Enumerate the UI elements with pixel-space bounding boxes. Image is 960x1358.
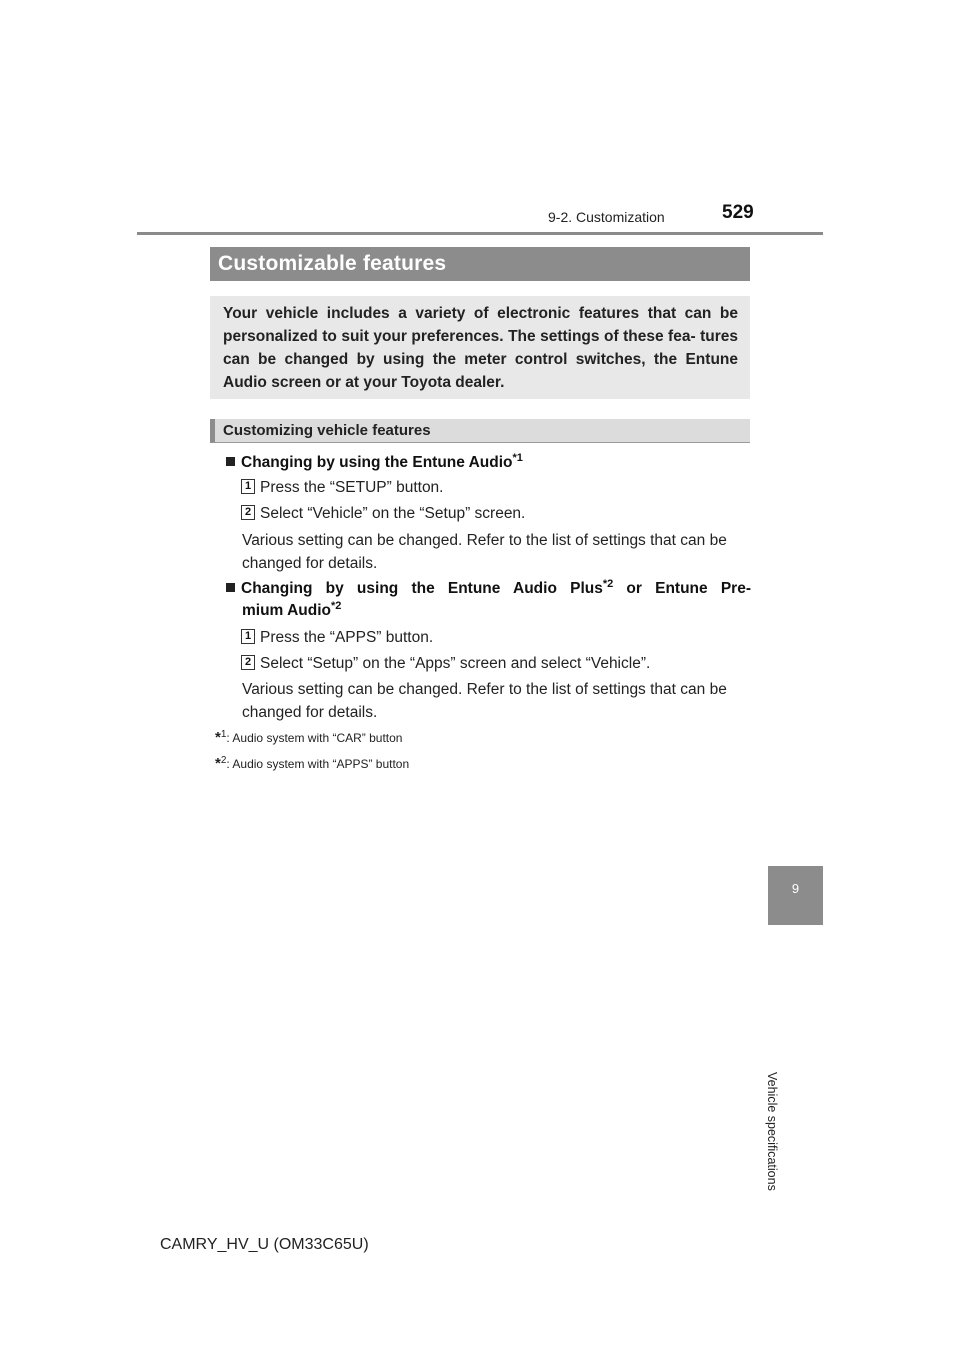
- page-number: 529: [722, 202, 754, 223]
- footnote-star: *: [215, 755, 221, 772]
- group2-heading-text2: or Entune Pre-: [613, 580, 751, 597]
- bullet-square-icon: [226, 583, 235, 592]
- footnote-ref: *2: [330, 599, 342, 612]
- group1-heading-text: Changing by using the Entune Audio: [241, 454, 513, 471]
- footnote-2: [215, 755, 409, 772]
- footnote-number: 1: [220, 729, 227, 740]
- step-number-2: 2: [241, 505, 255, 520]
- group2-heading-line1: [226, 578, 751, 599]
- footnote-ref: *2: [602, 577, 614, 590]
- title-bar: [210, 247, 750, 281]
- footnote-ref: *1: [512, 451, 523, 464]
- step-number-2: 2: [241, 655, 255, 670]
- footnote-number: 2: [220, 755, 227, 766]
- group1-heading: [226, 452, 523, 473]
- header-rule: [137, 232, 823, 235]
- chapter-tab: [768, 866, 823, 925]
- group2-step1: Press the “APPS” button.: [260, 629, 434, 646]
- chapter-label: Vehicle specifications: [765, 1072, 779, 1191]
- group2-heading-text1: Changing by using the Entune Audio Plus: [241, 580, 603, 597]
- section-label: 9-2. Customization: [548, 209, 665, 225]
- intro-box: [210, 296, 750, 399]
- chapter-number: 9: [791, 881, 800, 896]
- intro-text: Your vehicle includes a variety of electronic features that can be personalized to suit your preferences. The settings of these fea- tures can be changed by using the meter control switches, the Entune Audio screen or at your Toyota dealer.: [223, 305, 738, 391]
- subsection-title: Customizing vehicle features: [223, 422, 431, 439]
- bullet-square-icon: [226, 457, 235, 466]
- step-number-1: 1: [241, 479, 255, 494]
- group2-heading-text3: mium Audio: [242, 602, 331, 619]
- page-title: Customizable features: [218, 252, 447, 275]
- footnote-1: [215, 729, 402, 746]
- step-number-1: 1: [241, 629, 255, 644]
- group2-paragraph: Various setting can be changed. Refer to the list of settings that can be changed for details.: [242, 681, 727, 721]
- subsection-bar: [210, 419, 750, 443]
- footnote-text: : Audio system with “CAR” button: [226, 731, 403, 745]
- group1-step2: Select “Vehicle” on the “Setup” screen.: [260, 505, 526, 522]
- group1-step1: Press the “SETUP” button.: [260, 479, 444, 496]
- group1-paragraph: Various setting can be changed. Refer to the list of settings that can be changed for details.: [242, 532, 727, 572]
- group2-heading-line2: [242, 600, 341, 621]
- group2-step2: Select “Setup” on the “Apps” screen and select “Vehicle”.: [260, 655, 651, 672]
- manual-code: CAMRY_HV_U (OM33C65U): [160, 1236, 369, 1253]
- footnote-star: *: [215, 729, 221, 746]
- footnote-text: : Audio system with “APPS” button: [226, 757, 410, 771]
